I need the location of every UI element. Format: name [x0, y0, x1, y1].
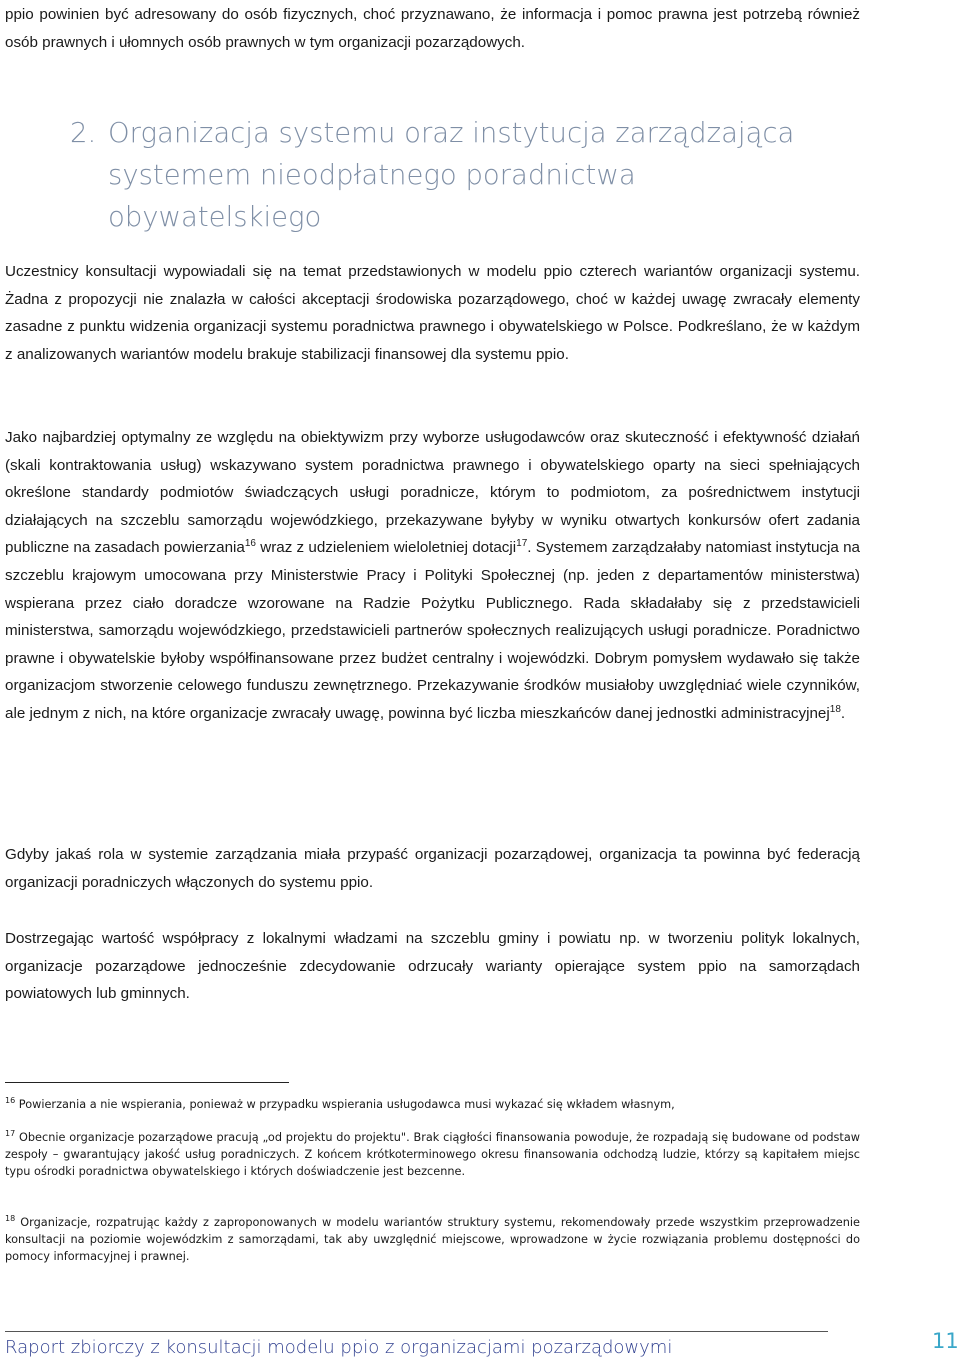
footnote-number: 17: [5, 1129, 16, 1139]
footnote-text: Obecnie organizacje pozarządowe pracują „od projektu do projektu". Brak ciągłości finansowania powoduje, że rozpadają się budowane od podstaw zespoły – gwarantujący jakość usług poradniczych. Z końcem krótkoterminowego okresu finansowania odchodzą ludzie, którzy są kapitałem miejsc typu ośrodki poradnictwa obywatelskiego i których doświadczenie jest bezcenne.: [5, 1131, 860, 1178]
footnote-separator: [5, 1082, 289, 1083]
footnote-number: 16: [5, 1096, 16, 1106]
footnote-text: Organizacje, rozpatrując każdy z zaproponowanych w modelu wariantów struktury systemu, rekomendowały przede wszystkim przeprowadzenie konsultacji na poziomie wojewódzkim z samorządami, tak aby uwzględnić miejscowe, wprowadzone w życie rozwiązania problemu dostępności do pomocy informacyjnej i prawnej.: [5, 1216, 860, 1263]
section-heading: [70, 112, 830, 238]
footnote-ref-18[interactable]: 18: [829, 703, 841, 715]
paragraph-local-cooperation: Dostrzegając wartość współpracy z lokalnymi władzami na szczeblu gminy i powiatu np. w tworzeniu polityk lokalnych, organizacje pozarządowe jednocześnie zdecydowanie odrzucały warianty opierające system ppio na samorządach powiatowych lub gminnych.: [5, 930, 860, 1003]
paragraph-text: .: [840, 704, 846, 722]
footer-separator: [5, 1331, 828, 1332]
footnote-16: [5, 1096, 860, 1113]
paragraph-text: wraz z udzieleniem wieloletniej dotacji: [256, 539, 517, 557]
footnote-ref-17[interactable]: 17: [516, 538, 528, 550]
intro-paragraph: ppio powinien być adresowany do osób fizycznych, choć przyznawano, że informacja i pomoc prawna jest potrzebą również osób prawnych i ułomnych osób prawnych w tym organizacji pozarządowych.: [5, 6, 860, 51]
page-number: 11: [932, 1329, 959, 1353]
paragraph-consultation: Uczestnicy konsultacji wypowiadali się na temat przedstawionych w modelu ppio czterech wariantów organizacji systemu. Żadna z propozycji nie znalazła w całości akceptacji środowiska pozarządowego, choć w każdej uwagę zwracały elementy zasadne z punktu widzenia organizacji systemu poradnictwa prawnego i obywatelskiego w Polsce. Podkreślano, że w każdym z analizowanych wariantów modelu brakuje stabilizacji finansowej dla systemu ppio.: [5, 263, 860, 363]
paragraph-text: Jako najbardziej optymalny ze względu na obiektywizm przy wyborze usługodawców oraz skuteczność i efektywność działań (skali kontraktowania usług) wskazywano system poradnictwa prawnego i obywatelskiego oparty na sieci spełniających określone standardy podmiotów świadczących usługi poradnicze, którym to podmiotom, za pośrednictwem instytucji działających na szczeblu samorządu wojewódzkiego, przekazywane byłyby w wyniku otwartych konkursów ofert zadania publiczne na zasadach powierzania: [5, 429, 860, 557]
footnote-text: Powierzania a nie wspierania, ponieważ w przypadku wspierania usługodawca musi wykazać się wkładem własnym,: [15, 1098, 675, 1111]
footnote-17: [5, 1129, 860, 1180]
footnote-ref-16[interactable]: 16: [244, 538, 256, 550]
footnote-18: [5, 1214, 860, 1265]
paragraph-federation: Gdyby jakaś rola w systemie zarządzania miała przypaść organizacji pozarządowej, organizacja ta powinna być federacją organizacji poradniczych włączonych do systemu ppio.: [5, 846, 860, 891]
paragraph-optimal-system: [5, 424, 860, 728]
footer-title: Raport zbiorczy z konsultacji modelu ppio z organizacjami pozarządowymi: [5, 1337, 673, 1358]
section-title: Organizacja systemu oraz instytucja zarządzająca systemem nieodpłatnego poradnictwa obywatelskiego: [108, 117, 795, 233]
section-number: 2.: [70, 117, 97, 149]
paragraph-text: . Systemem zarządzałaby natomiast instytucja na szczeblu krajowym umocowana przy Ministerstwie Pracy i Polityki Społecznej (np. jeden z departamentów ministerstwa) wspierana przez ciało doradcze wzorowane na Radzie Pożytku Publicznego. Rada składałaby się z przedstawicieli ministerstwa, samorządu wojewódzkiego, przedstawicieli partnerów społecznych realizujących usługi poradnicze. Poradnictwo prawne i obywatelskie byłoby współfinansowane przez budżet centralny i wojewódzki. Dobrym pomysłem wydawało się także organizacjom stworzenie celowego funduszu zewnętrznego. Przekazywanie środków musiałoby uwzględniać wiele czynników, ale jednym z nich, na które organizacje zwracały uwagę, powinna być liczba mieszkańców danej jednostki administracyjnej: [5, 539, 860, 722]
footnote-number: 18: [5, 1214, 16, 1224]
